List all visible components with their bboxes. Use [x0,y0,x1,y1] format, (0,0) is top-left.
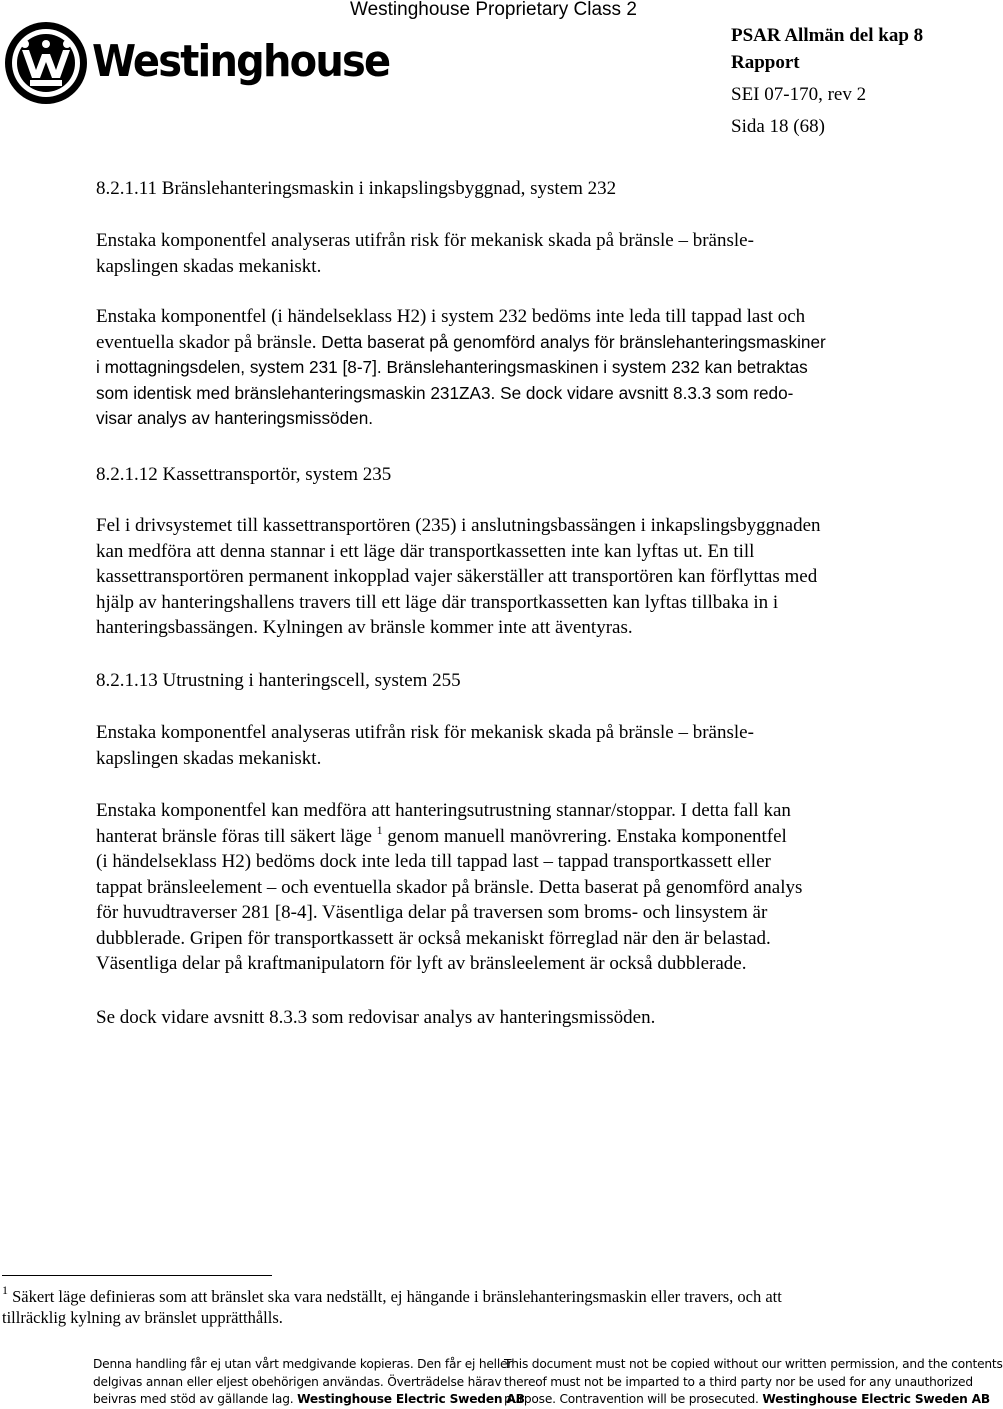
text-line: hjälp av hanteringshallens travers till ett läge där transportkassetten kan lyftas tillbaka in i [96,591,779,613]
text-line: Enstaka komponentfel kan medföra att hanteringsutrustning stannar/stoppar. I detta fall kan [96,800,791,821]
footer-notice-swedish [93,1356,525,1409]
text-line: dubblerade. Gripen för transportkassett är också mekaniskt förreglad när den är belastad. [96,927,771,949]
text-run: genom manuell manövrering. Enstaka komponentfel [382,825,787,847]
brand-wordmark: Westinghouse [92,37,390,87]
footer-line: thereof must not be imparted to a third party nor be used for any unauthorized [504,1374,973,1389]
page-number: Sida 18 (68) [731,116,825,137]
text-line: Enstaka komponentfel analyseras utifrån risk för mekanisk skada på bränsle – bränsle- [96,722,754,743]
section-heading-8-2-1-12: 8.2.1.12 Kassettransportör, system 235 [96,464,392,485]
section-heading-8-2-1-11: 8.2.1.11 Bränslehanteringsmaskin i inkapslingsbyggnad, system 232 [96,178,617,199]
paragraph [96,304,938,432]
footnote-marker: 1 [2,1283,8,1297]
text-line: Fel i drivsystemet till kassettransportören (235) i anslutningsbassängen i inkapslingsbyggnaden [96,515,821,536]
paragraph [96,228,938,279]
text-line: (i händelseklass H2) bedöms dock inte leda till tappad last – tappad transportkassett eller [96,851,771,872]
footer-line: delgivas annan eller eljest obehörigen användas. Överträdelse härav [93,1374,502,1389]
footnote-text: tillräcklig kylning av bränslet upprätthålls. [2,1308,283,1327]
footnote [2,1283,942,1328]
text-line: kapslingen skadas mekaniskt. [96,255,322,277]
section-heading-8-2-1-13: 8.2.1.13 Utrustning i hanteringscell, system 255 [96,670,461,691]
text-run: Bränslehanteringsmaskinen i system 232 kan betraktas [386,357,808,377]
paragraph [96,798,938,977]
text-line: Väsentliga delar på kraftmanipulatorn för lyft av bränsleelement är också dubblerade. [96,953,747,974]
footer-company: Westinghouse Electric Sweden AB [762,1392,990,1406]
text-run: i mottagningsdelen, system 231 [8-7]. [96,357,387,377]
text-line: Enstaka komponentfel (i händelseklass H2) i system 232 bedöms inte leda till tappad last och [96,306,806,327]
footer-line: This document must not be copied without our written permission, and the contents [504,1357,1003,1371]
document-reference: SEI 07-170, rev 2 [731,84,867,105]
text-line: för huvudtraverser 281 [8-4]. Väsentliga delar på traversen som broms- och linsystem är [96,902,768,923]
proprietary-class: Westinghouse Proprietary Class 2 [350,0,637,20]
text-line: hanteringsbassängen. Kylningen av bränsle kommer inte att äventyras. [96,617,633,638]
footer-line: purpose. Contravention will be prosecuted. [504,1392,763,1406]
text-line: visar analys av hanteringsmissöden. [96,408,374,428]
text-line: som identisk med bränslehanteringsmaskin 231ZA3. Se dock vidare avsnitt 8.3.3 som redo- [96,382,794,403]
footer-line: beivras med stöd av gällande lag. [93,1392,298,1406]
footer-notice-english [504,1356,1003,1409]
paragraph [96,513,938,641]
text-run: hanterat bränsle föras till säkert läge [96,825,377,847]
westinghouse-logo-icon [2,20,90,106]
document-title: PSAR Allmän del kap 8 [731,25,924,46]
text-line: kapslingen skadas mekaniskt. [96,747,322,769]
text-line: kan medföra att denna stannar i ett läge där transportkassetten inte kan lyftas ut. En till [96,540,755,562]
text-run: Detta baserat på genomförd analys för bränslehanteringsmaskiner [321,331,826,352]
footnote-separator [2,1275,272,1276]
text-line: tappat bränsleelement – och eventuella skador på bränsle. Detta baserat på genomförd analys [96,876,803,898]
footnote-reference: 1 [376,822,383,837]
paragraph: Se dock vidare avsnitt 8.3.3 som redovisar analys av hanteringsmissöden. [96,1007,656,1028]
footer-line: Denna handling får ej utan vårt medgivande kopieras. Den får ej heller [93,1357,513,1371]
text-run: eventuella skador på bränsle. [96,331,322,353]
footnote-text: Säkert läge definieras som att bränslet ska vara nedställt, ej hängande i bränslehanteringsmaskin eller travers, och att [8,1287,782,1306]
text-line: kassettransportören permanent inkopplad vajer säkerställer att transportören kan förflyttas med [96,566,818,587]
footer-company: Westinghouse Electric Sweden AB [297,1392,525,1406]
text-line: Enstaka komponentfel analyseras utifrån risk för mekanisk skada på bränsle – bränsle- [96,230,754,251]
paragraph [96,720,938,771]
document-type: Rapport [731,52,800,73]
